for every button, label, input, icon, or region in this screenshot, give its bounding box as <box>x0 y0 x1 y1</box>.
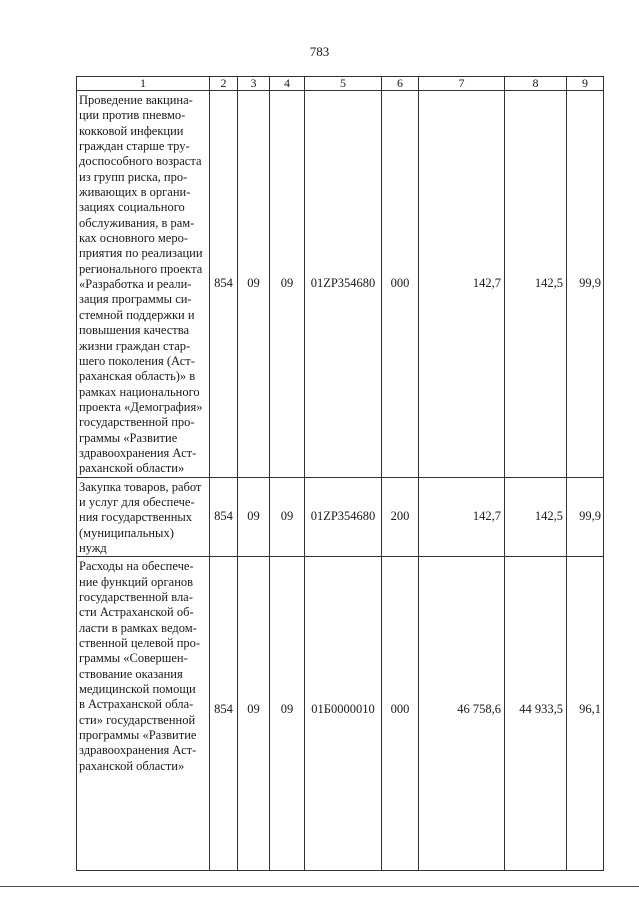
cell-target-article: 01ZP354680 <box>305 91 382 478</box>
cell-subsection-value: 09 <box>280 702 294 717</box>
cell-planned: 142,7 <box>419 477 505 557</box>
budget-table <box>76 76 604 871</box>
cell-percent-value: 96,1 <box>579 702 601 717</box>
header-cell-5: 5 <box>305 77 382 91</box>
cell-planned-value: 46 758,6 <box>457 702 501 717</box>
header-row <box>77 77 604 91</box>
cell-percent: 99,9 <box>567 477 604 557</box>
cell-percent: 99,9 <box>567 91 604 478</box>
cell-subsection <box>270 557 305 871</box>
cell-planned <box>419 557 505 871</box>
header-cell-8: 8 <box>505 77 567 91</box>
cell-executed: 142,5 <box>505 477 567 557</box>
cell-expense-type-value: 000 <box>390 702 410 717</box>
cell-target-article <box>305 557 382 871</box>
header-cell-2: 2 <box>210 77 238 91</box>
cell-executed <box>505 557 567 871</box>
cell-section <box>238 557 270 871</box>
row-description: Расходы на обеспече- ние функций органов государственной вла- сти Астраханской об- ласти в рамках ведом- ственной целевой про- граммы «Совершен- ствование оказания медицинской помощи в Астраханской обла- сти» государственной программы «Развитие здравоохранения Аст- раханской области» <box>77 557 210 871</box>
header-cell-9: 9 <box>567 77 604 91</box>
table-row <box>77 477 604 557</box>
header-cell-6: 6 <box>382 77 419 91</box>
cell-subsection: 09 <box>270 91 305 478</box>
cell-percent <box>567 557 604 871</box>
cell-expense-type <box>382 557 419 871</box>
cell-planned: 142,7 <box>419 91 505 478</box>
cell-section-value: 09 <box>247 702 260 717</box>
cell-subsection: 09 <box>270 477 305 557</box>
header-cell-4: 4 <box>270 77 305 91</box>
cell-chapter-value: 854 <box>214 702 233 717</box>
header-cell-3: 3 <box>238 77 270 91</box>
cell-executed-value: 44 933,5 <box>519 702 563 717</box>
table-row <box>77 557 604 871</box>
row-description: Закупка товаров, работ и услуг для обеспече- ния государственных (муниципальных) нужд <box>77 477 210 557</box>
row-description: Проведение вакцина- ции против пневмо- кокковой инфекции граждан старше тру- доспособного возраста из групп риска, про- живающих в органи- зациях социального обслуживания, в рам- ках основного меро- приятия по реализации регионального проекта «Разработка и реали- зация программы си- стемной поддержки и повышения качества жизни граждан стар- шего поколения (Аст- раханская область)» в рамках национального проекта «Демография» государственной про- граммы «Развитие здравоохранения Аст- раханской области» <box>77 91 210 478</box>
cell-expense-type: 200 <box>382 477 419 557</box>
cell-target-article: 01ZP354680 <box>305 477 382 557</box>
cell-section: 09 <box>238 477 270 557</box>
cell-chapter: 854 <box>210 91 238 478</box>
header-cell-1: 1 <box>77 77 210 91</box>
table-row <box>77 91 604 478</box>
cell-section: 09 <box>238 91 270 478</box>
cell-expense-type: 000 <box>382 91 419 478</box>
page-bottom-rule <box>0 886 639 887</box>
cell-chapter: 854 <box>210 477 238 557</box>
header-cell-7: 7 <box>419 77 505 91</box>
cell-chapter <box>210 557 238 871</box>
cell-target-article-value: 01Б0000010 <box>311 702 375 717</box>
cell-executed: 142,5 <box>505 91 567 478</box>
page-number: 783 <box>309 44 330 59</box>
